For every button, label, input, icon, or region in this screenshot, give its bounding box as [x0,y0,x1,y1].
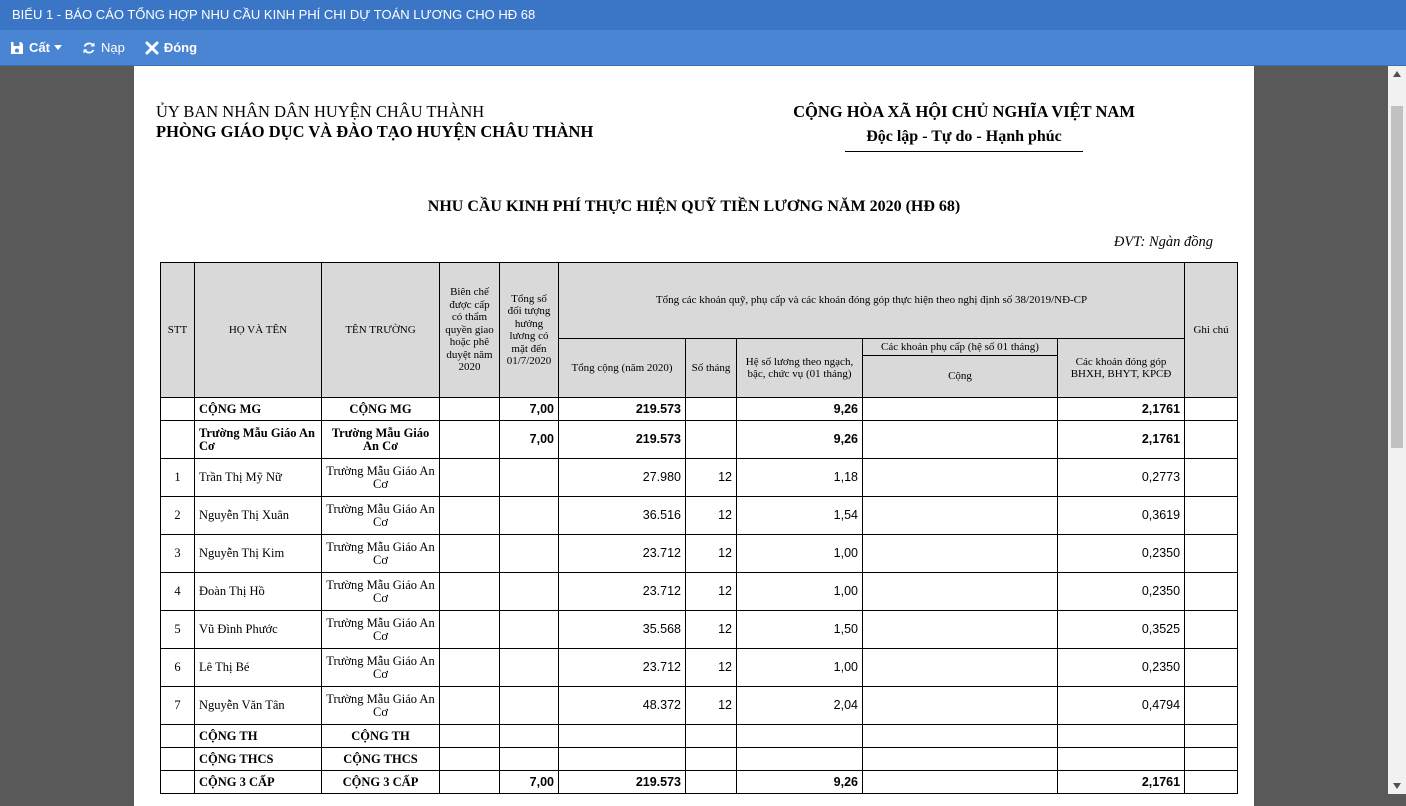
cell-stt: 4 [161,573,195,611]
cell-quota [440,573,500,611]
cell-quota [440,611,500,649]
cell-contrib: 0,4794 [1058,687,1185,725]
cell-stt: 3 [161,535,195,573]
cell-contrib: 2,1761 [1058,771,1185,794]
col-quota: Biên chế được cấp có thẩm quyền giao hoặc phê duyệt năm 2020 [440,263,500,398]
cell-stt [161,748,195,771]
table-row [161,398,1238,421]
cell-contrib: 0,3619 [1058,497,1185,535]
cell-note [1185,459,1238,497]
scroll-down-icon[interactable] [1393,783,1401,789]
cell-contrib: 0,2350 [1058,573,1185,611]
cell-school: CỘNG THCS [322,748,440,771]
cell-note [1185,573,1238,611]
cell-stt [161,725,195,748]
cell-count: 7,00 [500,398,559,421]
org-header [156,102,593,142]
unit-label: ĐVT: Ngàn đồng [1113,234,1213,250]
cell-coef: 1,00 [737,535,863,573]
cell-months: 12 [686,497,737,535]
table-row [161,421,1238,459]
save-button[interactable] [10,40,62,55]
cell-allow [863,398,1058,421]
cell-quota [440,497,500,535]
cell-total: 219.573 [559,771,686,794]
cell-months [686,725,737,748]
table-row [161,497,1238,535]
cell-quota [440,725,500,748]
cell-allow [863,535,1058,573]
window-title-bar [0,0,1406,30]
table-row [161,725,1238,748]
cell-months [686,771,737,794]
cell-name: Đoàn Thị Hồ [195,573,322,611]
cell-quota [440,459,500,497]
cell-months: 12 [686,573,737,611]
table-row [161,573,1238,611]
cell-quota [440,748,500,771]
cell-name: Trần Thị Mỹ Nữ [195,459,322,497]
cell-count [500,459,559,497]
motto-underline [845,151,1083,152]
national-header [784,100,1144,152]
cell-quota [440,398,500,421]
cell-note [1185,535,1238,573]
cell-note [1185,497,1238,535]
cell-allow [863,725,1058,748]
cell-total: 23.712 [559,535,686,573]
reload-label: Nạp [100,40,125,55]
cell-school: Trường Mẫu Giáo An Cơ [322,611,440,649]
cell-quota [440,535,500,573]
cell-months: 12 [686,611,737,649]
cell-stt [161,398,195,421]
cell-allow [863,771,1058,794]
col-group: Tổng các khoản quỹ, phụ cấp và các khoản đóng góp thực hiện theo nghị định số 38/2019/NĐ-CP [559,263,1185,339]
chevron-down-icon [54,45,62,50]
reload-button[interactable] [82,40,125,55]
report-title: NHU CẦU KINH PHÍ THỰC HIỆN QUỸ TIỀN LƯƠNG NĂM 2020 (HĐ 68) [427,198,961,215]
col-coef: Hệ số lương theo ngạch, bậc, chức vụ (01 tháng) [737,339,863,398]
scrollbar-thumb[interactable] [1391,106,1403,448]
cell-months [686,421,737,459]
cell-coef: 1,00 [737,573,863,611]
nation-name: CỘNG HÒA XÃ HỘI CHỦ NGHĨA VIỆT NAM [793,102,1135,121]
cell-count: 7,00 [500,771,559,794]
col-school: TÊN TRƯỜNG [322,263,440,398]
cell-name: Lê Thị Bé [195,649,322,687]
cell-months [686,398,737,421]
cell-allow [863,459,1058,497]
cell-school: Trường Mẫu Giáo An Cơ [322,649,440,687]
save-label: Cất [29,40,50,55]
cell-coef: 2,04 [737,687,863,725]
cell-total: 23.712 [559,573,686,611]
col-total: Tổng cộng (năm 2020) [559,339,686,398]
cell-allow [863,687,1058,725]
cell-quota [440,687,500,725]
cell-months: 12 [686,687,737,725]
cell-total: 48.372 [559,687,686,725]
cell-school: Trường Mẫu Giáo An Cơ [322,535,440,573]
cell-months: 12 [686,535,737,573]
col-count: Tổng số đối tượng hưởng lương có mặt đến 01/7/2020 [500,263,559,398]
vertical-scrollbar[interactable] [1388,66,1406,794]
col-stt: STT [161,263,195,398]
cell-note [1185,725,1238,748]
table-row [161,535,1238,573]
cell-stt: 6 [161,649,195,687]
cell-quota [440,421,500,459]
table-row [161,649,1238,687]
cell-stt [161,771,195,794]
cell-school: Trường Mẫu Giáo An Cơ [322,687,440,725]
cell-contrib [1058,748,1185,771]
cell-name: CỘNG 3 CẤP [195,771,322,794]
close-icon [145,41,159,55]
cell-total [559,748,686,771]
cell-total: 27.980 [559,459,686,497]
report-table [160,262,1238,794]
cell-contrib: 0,2350 [1058,535,1185,573]
cell-coef: 1,50 [737,611,863,649]
col-months: Số tháng [686,339,737,398]
cell-total: 219.573 [559,398,686,421]
cell-total [559,725,686,748]
col-allow-group: Các khoản phụ cấp (hệ số 01 tháng) [863,339,1058,356]
cell-coef: 9,26 [737,398,863,421]
cell-name: Nguyễn Thị Xuân [195,497,322,535]
cell-coef: 9,26 [737,771,863,794]
cell-allow [863,421,1058,459]
col-allow-sum: Cộng [863,356,1058,398]
cell-school: Trường Mẫu Giáo An Cơ [322,497,440,535]
table-row [161,459,1238,497]
cell-quota [440,771,500,794]
floppy-disk-icon [10,41,24,55]
window-title: BIỂU 1 - BÁO CÁO TỔNG HỢP NHU CẦU KINH PHÍ CHI DỰ TOÁN LƯƠNG CHO HĐ 68 [12,7,536,22]
cell-note [1185,421,1238,459]
cell-name: CỘNG TH [195,725,322,748]
cell-note [1185,687,1238,725]
cell-school: Trường Mẫu Giáo An Cơ [322,421,440,459]
org-name: PHÒNG GIÁO DỤC VÀ ĐÀO TẠO HUYỆN CHÂU THÀNH [156,122,594,141]
report-page [134,66,1254,806]
cell-count [500,649,559,687]
cell-name: CỘNG THCS [195,748,322,771]
motto: Độc lập - Tự do - Hạnh phúc [866,128,1062,145]
table-row [161,687,1238,725]
cell-name: Nguyễn Văn Tân [195,687,322,725]
cell-stt: 7 [161,687,195,725]
cell-contrib: 0,2350 [1058,649,1185,687]
cell-note [1185,748,1238,771]
cell-name: Nguyễn Thị Kim [195,535,322,573]
cell-note [1185,771,1238,794]
cell-total: 35.568 [559,611,686,649]
org-parent: ỦY BAN NHÂN DÂN HUYỆN CHÂU THÀNH [156,102,485,121]
cell-contrib: 2,1761 [1058,421,1185,459]
cell-stt: 5 [161,611,195,649]
cell-allow [863,573,1058,611]
cell-name: Vũ Đình Phước [195,611,322,649]
cell-coef: 9,26 [737,421,863,459]
cell-coef [737,725,863,748]
col-name: HỌ VÀ TÊN [195,263,322,398]
cell-count [500,687,559,725]
table-row [161,771,1238,794]
cell-count [500,725,559,748]
cell-stt: 1 [161,459,195,497]
cell-note [1185,649,1238,687]
col-note: Ghi chú [1185,263,1238,398]
cell-contrib: 0,2773 [1058,459,1185,497]
cell-coef: 1,54 [737,497,863,535]
cell-note [1185,398,1238,421]
cell-school: Trường Mẫu Giáo An Cơ [322,459,440,497]
cell-total: 219.573 [559,421,686,459]
col-contrib: Các khoản đóng góp BHXH, BHYT, KPCĐ [1058,339,1185,398]
table-row [161,748,1238,771]
cell-total: 23.712 [559,649,686,687]
cell-months: 12 [686,649,737,687]
close-button[interactable] [145,40,197,55]
cell-months [686,748,737,771]
cell-count [500,573,559,611]
cell-school: Trường Mẫu Giáo An Cơ [322,573,440,611]
cell-allow [863,649,1058,687]
cell-total: 36.516 [559,497,686,535]
close-label: Đóng [163,40,198,55]
cell-note [1185,611,1238,649]
cell-count [500,497,559,535]
cell-quota [440,649,500,687]
cell-allow [863,497,1058,535]
cell-contrib: 2,1761 [1058,398,1185,421]
cell-count [500,611,559,649]
scroll-up-icon[interactable] [1393,71,1401,77]
cell-stt [161,421,195,459]
cell-school: CỘNG 3 CẤP [322,771,440,794]
cell-contrib [1058,725,1185,748]
toolbar [0,30,1406,66]
cell-stt: 2 [161,497,195,535]
cell-count [500,535,559,573]
cell-count: 7,00 [500,421,559,459]
cell-months: 12 [686,459,737,497]
cell-coef: 1,00 [737,649,863,687]
cell-school: CỘNG TH [322,725,440,748]
cell-allow [863,748,1058,771]
cell-contrib: 0,3525 [1058,611,1185,649]
cell-name: Trường Mẫu Giáo An Cơ [195,421,322,459]
cell-school: CỘNG MG [322,398,440,421]
cell-name: CỘNG MG [195,398,322,421]
cell-allow [863,611,1058,649]
cell-count [500,748,559,771]
cell-coef: 1,18 [737,459,863,497]
cell-coef [737,748,863,771]
table-row [161,611,1238,649]
refresh-icon [82,41,96,55]
